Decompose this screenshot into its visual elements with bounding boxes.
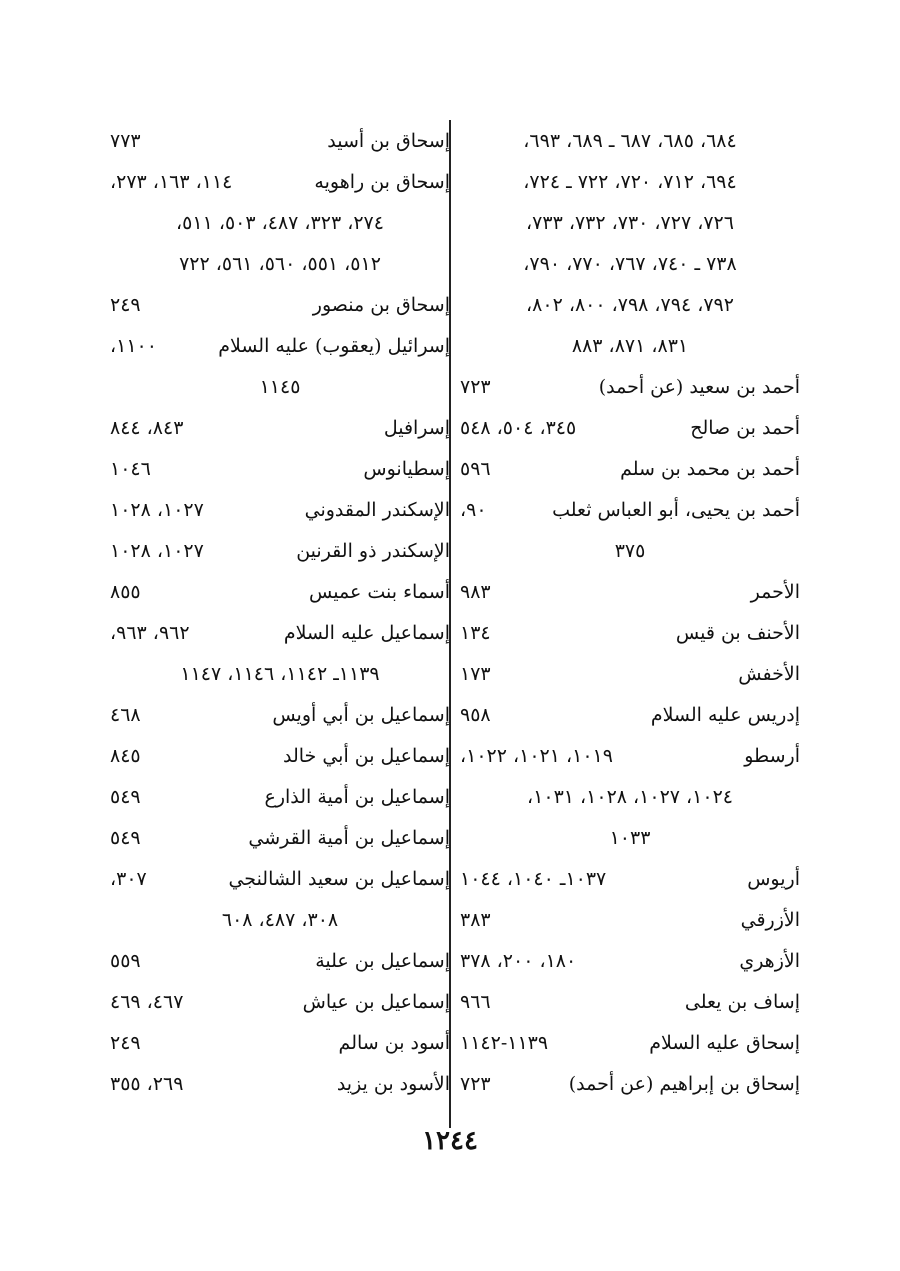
entry-pages: ٥١٢، ٥٥١، ٥٦٠، ٥٦١، ٧٢٢ — [179, 252, 381, 275]
entry-pages: ٣٠٨، ٤٨٧، ٦٠٨ — [221, 908, 339, 931]
entry-pages: ٢٤٩ — [110, 1031, 141, 1054]
entry-name: إسطيانوس — [363, 457, 450, 480]
entry-name: إسحاق بن أسيد — [327, 129, 450, 152]
entry-name: أسماء بنت عميس — [309, 580, 450, 603]
index-entry — [460, 448, 800, 489]
index-entry — [460, 653, 800, 694]
index-entry — [110, 407, 450, 448]
index-entry — [460, 776, 800, 817]
index-entry — [110, 776, 450, 817]
index-entry — [460, 243, 800, 284]
index-entry — [110, 325, 450, 366]
entry-pages: ٤٦٨ — [110, 703, 141, 726]
entry-pages: ٢٤٩ — [110, 293, 141, 316]
entry-pages: ٨٤٥ — [110, 744, 141, 767]
entry-pages: ٥٩٦ — [460, 457, 491, 480]
entry-name: إسماعيل بن علية — [315, 949, 450, 972]
index-entry — [460, 858, 800, 899]
index-entry — [460, 366, 800, 407]
index-entry — [460, 817, 800, 858]
index-entry — [460, 981, 800, 1022]
index-entry — [460, 120, 800, 161]
entry-name: إسماعيل بن سعيد الشالنجي — [228, 867, 450, 890]
entry-pages: ١٠١٩، ١٠٢١، ١٠٢٢، — [460, 744, 613, 767]
index-entry — [110, 1063, 450, 1104]
entry-pages: ٧٩٢، ٧٩٤، ٧٩٨، ٨٠٠، ٨٠٢، — [526, 293, 734, 316]
entry-name: إسحاق عليه السلام — [649, 1031, 800, 1054]
index-entry — [110, 612, 450, 653]
entry-pages: ٦٨٤، ٦٨٥، ٦٨٧ ـ ٦٨٩، ٦٩٣، — [523, 129, 737, 152]
index-entry — [110, 489, 450, 530]
entry-name: أرسطو — [744, 744, 800, 767]
entry-pages: ٨٤٣، ٨٤٤ — [110, 416, 184, 439]
entry-pages: ١٠٣٧ـ ١٠٤٠، ١٠٤٤ — [460, 867, 607, 890]
index-entry — [460, 407, 800, 448]
entry-pages: ١٠٢٧، ١٠٢٨ — [110, 498, 204, 521]
entry-pages: ٩٦٦ — [460, 990, 491, 1013]
entry-pages: ١١٣٩ـ ١١٤٢، ١١٤٦، ١١٤٧ — [180, 662, 380, 685]
entry-pages: ١٨٠، ٢٠٠، ٣٧٨ — [460, 949, 577, 972]
index-entry — [460, 530, 800, 571]
index-entry — [110, 817, 450, 858]
entry-pages: ٩٨٣ — [460, 580, 491, 603]
index-column-left — [110, 120, 450, 1104]
index-entry — [460, 202, 800, 243]
entry-pages: ١٠٢٧، ١٠٢٨ — [110, 539, 204, 562]
index-entry — [460, 694, 800, 735]
entry-pages: ١٠٤٦ — [110, 457, 151, 480]
index-entry — [110, 653, 450, 694]
entry-name: الإسكندر ذو القرنين — [296, 539, 450, 562]
index-entry — [110, 202, 450, 243]
entry-pages: ٥٤٩ — [110, 826, 141, 849]
index-entry — [460, 940, 800, 981]
index-column-right — [460, 120, 800, 1104]
entry-name: أحمد بن محمد بن سلم — [620, 457, 800, 480]
entry-name: إسماعيل بن أبي أويس — [272, 703, 450, 726]
index-entry — [110, 571, 450, 612]
entry-pages: ٣٧٥ — [614, 539, 646, 562]
index-entry — [110, 366, 450, 407]
entry-pages: ٩٥٨ — [460, 703, 491, 726]
index-entry — [460, 735, 800, 776]
entry-pages: ٣٤٥، ٥٠٤، ٥٤٨ — [460, 416, 577, 439]
entry-name: إسماعيل بن أبي خالد — [282, 744, 450, 767]
entry-pages: ٩٠، — [460, 498, 487, 521]
index-entry — [110, 940, 450, 981]
index-entry — [110, 284, 450, 325]
entry-pages: ١٠٣٣ — [609, 826, 651, 849]
entry-name: الأزرقي — [740, 908, 800, 931]
entry-pages: ٧٣٨ ـ ٧٤٠، ٧٦٧، ٧٧٠، ٧٩٠، — [523, 252, 737, 275]
index-entry — [460, 489, 800, 530]
entry-pages: ٣٠٧، — [110, 867, 147, 890]
entry-pages: ٧٢٣ — [460, 1072, 491, 1095]
entry-name: الأحنف بن قيس — [675, 621, 800, 644]
entry-name: الأسود بن يزيد — [336, 1072, 450, 1095]
entry-name: إسماعيل بن أمية القرشي — [248, 826, 450, 849]
index-entry — [110, 899, 450, 940]
entry-pages: ٦٩٤، ٧١٢، ٧٢٠، ٧٢٢ ـ ٧٢٤، — [523, 170, 737, 193]
entry-name: إسرائيل (يعقوب) عليه السلام — [218, 334, 450, 357]
entry-pages: ١٠٢٤، ١٠٢٧، ١٠٢٨، ١٠٣١، — [527, 785, 733, 808]
entry-pages: ١١٣٩-١١٤٢ — [460, 1031, 549, 1054]
entry-pages: ٩٦٢، ٩٦٣، — [110, 621, 190, 644]
entry-name: أريوس — [747, 867, 800, 890]
entry-name: الإسكندر المقدوني — [304, 498, 450, 521]
index-entry — [110, 1022, 450, 1063]
entry-pages: ١١٤، ١٦٣، ٢٧٣، — [110, 170, 233, 193]
entry-name: أحمد بن صالح — [690, 416, 800, 439]
entry-pages: ١٧٣ — [460, 662, 491, 685]
entry-pages: ٢٧٤، ٣٢٣، ٤٨٧، ٥٠٣، ٥١١، — [176, 211, 384, 234]
entry-name: إسحاق بن راهويه — [314, 170, 450, 193]
index-entry — [110, 530, 450, 571]
entry-name: إسماعيل بن عياش — [302, 990, 450, 1013]
index-entry — [110, 981, 450, 1022]
entry-pages: ٧٧٣ — [110, 129, 141, 152]
index-entry — [460, 1063, 800, 1104]
index-entry — [110, 243, 450, 284]
entry-name: الأخفش — [738, 662, 800, 685]
index-entry — [460, 1022, 800, 1063]
entry-name: إساف بن يعلى — [684, 990, 800, 1013]
index-entry — [110, 694, 450, 735]
entry-pages: ٤٦٧، ٤٦٩ — [110, 990, 184, 1013]
entry-name: إسحاق بن منصور — [312, 293, 450, 316]
entry-pages: ٧٢٣ — [460, 375, 491, 398]
index-entry — [110, 858, 450, 899]
entry-name: إسماعيل عليه السلام — [283, 621, 450, 644]
index-entry — [110, 120, 450, 161]
entry-name: إسرافيل — [383, 416, 450, 439]
index-entry — [460, 325, 800, 366]
entry-pages: ٨٥٥ — [110, 580, 141, 603]
entry-name: الأزهري — [739, 949, 800, 972]
entry-name: الأحمر — [750, 580, 800, 603]
index-entry — [110, 448, 450, 489]
index-entry — [460, 571, 800, 612]
index-entry — [460, 899, 800, 940]
entry-pages: ١٣٤ — [460, 621, 491, 644]
entry-name: أحمد بن يحيى، أبو العباس ثعلب — [552, 498, 800, 521]
entry-pages: ٣٨٣ — [460, 908, 491, 931]
index-entry — [110, 735, 450, 776]
entry-name: إسحاق بن إبراهيم (عن أحمد) — [568, 1072, 800, 1095]
entry-pages: ٧٢٦، ٧٢٧، ٧٣٠، ٧٣٢، ٧٣٣، — [526, 211, 734, 234]
entry-pages: ١١٤٥ — [259, 375, 301, 398]
index-entry — [460, 284, 800, 325]
entry-pages: ١١٠٠، — [110, 334, 157, 357]
entry-name: أسود بن سالم — [338, 1031, 450, 1054]
index-entry — [460, 161, 800, 202]
index-entry — [110, 161, 450, 202]
index-entry — [460, 612, 800, 653]
entry-pages: ٥٤٩ — [110, 785, 141, 808]
entry-pages: ٥٥٩ — [110, 949, 141, 972]
entry-name: إسماعيل بن أمية الذارع — [264, 785, 450, 808]
entry-pages: ٨٣١، ٨٧١، ٨٨٣ — [571, 334, 689, 357]
entry-pages: ٢٦٩، ٣٥٥ — [110, 1072, 184, 1095]
page-number: ١٢٤٤ — [422, 1126, 478, 1156]
entry-name: أحمد بن سعيد (عن أحمد) — [598, 375, 800, 398]
entry-name: إدريس عليه السلام — [650, 703, 800, 726]
